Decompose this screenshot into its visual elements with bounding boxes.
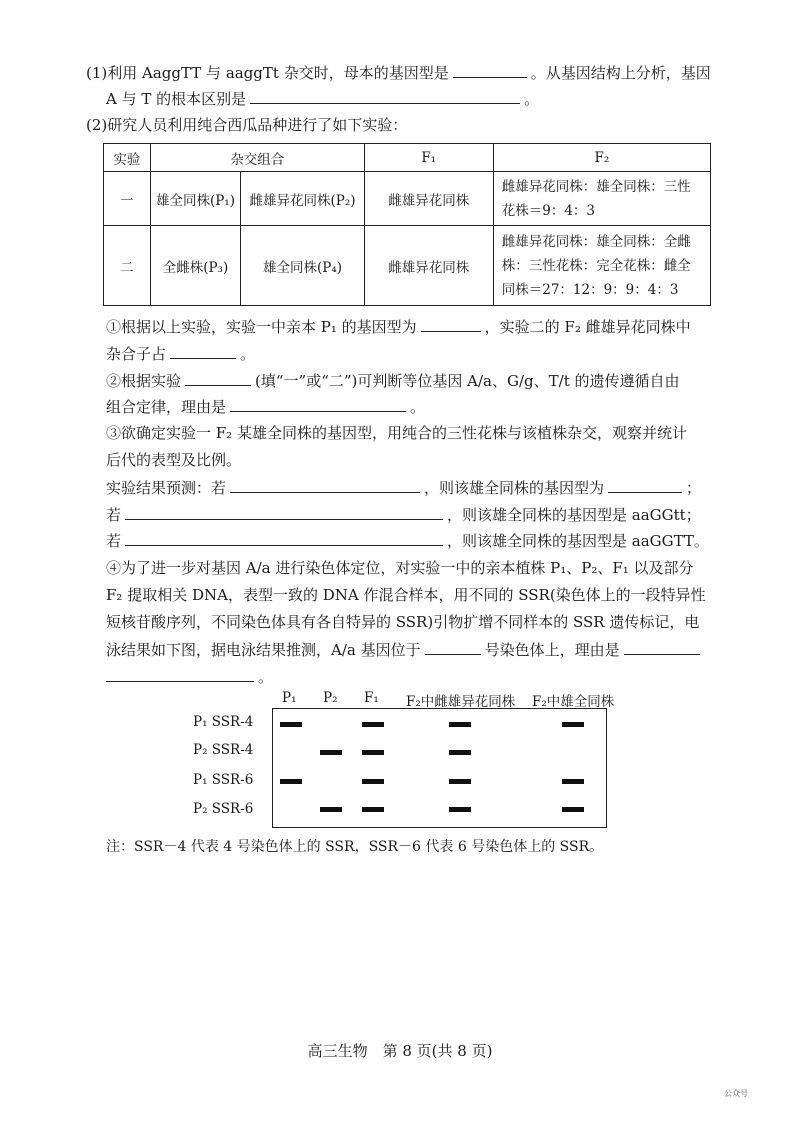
answer-blank[interactable] <box>608 477 682 493</box>
answer-blank[interactable] <box>125 504 443 520</box>
pred3-text-a: 若 <box>106 532 122 550</box>
q1-text-d: 。 <box>524 90 540 108</box>
table-row <box>104 226 711 306</box>
cell-exp: 二 <box>104 226 151 306</box>
pred2-text-b: ，则该雄全同株的基因型是 aaGGtt； <box>447 506 701 524</box>
gel-band <box>449 722 471 727</box>
gel-row-label: P₂ SSR-4 <box>193 742 254 758</box>
s4-text-a: 泳结果如下图，据电泳结果推测，A/a 基因位于 <box>106 641 421 659</box>
s1-text-a: ①根据以上实验，实验一中亲本 P₁ 的基因型为 <box>106 318 417 336</box>
s1-line2 <box>106 343 255 364</box>
s2-text-b: (填“一”或“二”)可判断等位基因 A/a、G/g、T/t 的遗传遵循自由 <box>255 372 680 390</box>
gel-band <box>280 779 302 784</box>
gel-band <box>449 750 471 755</box>
s4-line2: F₂ 提取相关 DNA，表型一致的 DNA 作混合样本，用不同的 SSR(染色体上的一段特异性 <box>106 586 706 604</box>
gel-band <box>362 807 384 812</box>
answer-blank[interactable] <box>230 396 406 412</box>
answer-blank[interactable] <box>230 477 420 493</box>
gel-band <box>562 779 584 784</box>
gel-col-label: P₁ <box>282 690 297 706</box>
gel-col-label: P₂ <box>323 690 338 706</box>
s2-line2 <box>106 396 425 417</box>
gel-band <box>362 779 384 784</box>
gel-band <box>280 722 302 727</box>
s3-line1: ③欲确定实验一 F₂ 某雄全同株的基因型，用纯合的三性花株与该植株杂交，观察并统计 <box>106 424 687 442</box>
pred1-text-c: ； <box>686 479 702 497</box>
gel-band <box>449 807 471 812</box>
q1-text-c: A 与 T 的根本区别是 <box>106 90 247 108</box>
gel-band <box>562 722 584 727</box>
gel-col-label: F₁ <box>364 690 379 706</box>
s1-text-c: 杂合子占 <box>106 345 167 363</box>
electrophoresis-gel <box>272 708 607 828</box>
s4-text-b: 号染色体上，理由是 <box>484 641 620 659</box>
s4-line4 <box>106 639 704 660</box>
table-header-row <box>104 144 711 172</box>
prediction-2 <box>106 504 701 525</box>
prediction-3 <box>106 530 709 551</box>
s2-line1 <box>106 370 680 391</box>
prediction-1 <box>106 477 701 498</box>
s1-text-b: ，实验二的 F₂ 雌雄异花同株中 <box>484 318 691 336</box>
s2-text-a: ②根据实验 <box>106 372 182 390</box>
cell-f2: 雌雄异花同株：雄全同株：全雌株：三性花株：完全花株：雌全同株＝27：12：9：9：4：3 <box>493 226 710 306</box>
cell-parent-a: 雄全同株(P₁) <box>150 172 240 226</box>
gel-band <box>320 807 342 812</box>
gel-col-label: F₂中雌雄异花同株 <box>406 694 516 710</box>
gel-band <box>449 779 471 784</box>
q2-intro: (2)研究人员利用纯合西瓜品种进行了如下实验： <box>86 116 408 134</box>
experiment-table <box>103 143 711 306</box>
gel-band <box>320 750 342 755</box>
watermark: 公众号 <box>724 1089 748 1098</box>
gel-note: 注：SSR－4 代表 4 号染色体上的 SSR，SSR－6 代表 6 号染色体上的 SSR。 <box>106 839 604 855</box>
answer-blank[interactable] <box>170 343 236 359</box>
answer-blank[interactable] <box>624 639 700 655</box>
cell-parent-b: 雌雄异花同株(P₂) <box>241 172 365 226</box>
header-f2: F₂ <box>493 144 710 172</box>
s2-text-d: 。 <box>410 398 426 416</box>
pred1-text-a: 实验结果预测：若 <box>106 479 227 497</box>
cell-f1: 雌雄异花同株 <box>364 172 493 226</box>
s4-text-end: 。 <box>258 668 274 686</box>
s4-line5 <box>106 666 273 687</box>
q1-text-b: 。从基因结构上分析，基因 <box>530 64 711 82</box>
answer-blank[interactable] <box>106 666 254 682</box>
pred3-text-b: ，则该雄全同株的基因型是 aaGGTT。 <box>447 532 709 550</box>
gel-row-label: P₁ SSR-6 <box>193 772 254 788</box>
s2-text-c: 组合定律，理由是 <box>106 398 227 416</box>
gel-band <box>562 807 584 812</box>
table-row <box>104 172 711 226</box>
answer-blank[interactable] <box>421 316 481 332</box>
gel-row-label: P₂ SSR-6 <box>193 801 254 817</box>
cell-parent-b: 雄全同株(P₄) <box>241 226 365 306</box>
cell-f2: 雌雄异花同株：雄全同株：三性花株＝9：4：3 <box>493 172 710 226</box>
answer-blank[interactable] <box>453 62 527 78</box>
q1-line1 <box>86 62 711 83</box>
q1-line2 <box>106 88 539 109</box>
cell-exp: 一 <box>104 172 151 226</box>
s3-line2: 后代的表型及比例。 <box>106 451 242 469</box>
gel-col-label: F₂中雄全同株 <box>532 694 615 710</box>
header-cross: 杂交组合 <box>150 144 364 172</box>
gel-row-label: P₁ SSR-4 <box>193 714 254 730</box>
q1-text-a: (1)利用 AaggTT 与 aaggTt 杂交时，母本的基因型是 <box>86 64 449 82</box>
page-footer: 高三生物 第 8 页(共 8 页) <box>307 1042 493 1060</box>
pred2-text-a: 若 <box>106 506 122 524</box>
answer-blank[interactable] <box>250 88 520 104</box>
cell-f1: 雌雄异花同株 <box>364 226 493 306</box>
pred1-text-b: ，则该雄全同株的基因型为 <box>424 479 605 497</box>
s4-line1: ④为了进一步对基因 A/a 进行染色体定位，对实验一中的亲本植株 P₁、P₂、F₁ 以及部分 <box>106 559 694 577</box>
s4-line3: 短核苷酸序列，不同染色体具有各自特异的 SSR)引物扩增不同样本的 SSR 遗传标记，电 <box>106 613 700 631</box>
header-exp: 实验 <box>104 144 151 172</box>
answer-blank[interactable] <box>425 639 481 655</box>
header-f1: F₁ <box>364 144 493 172</box>
answer-blank[interactable] <box>125 530 443 546</box>
gel-band <box>362 750 384 755</box>
answer-blank[interactable] <box>185 370 251 386</box>
gel-band <box>362 722 384 727</box>
s1-text-d: 。 <box>240 345 256 363</box>
cell-parent-a: 全雌株(P₃) <box>150 226 240 306</box>
s1-line1 <box>106 316 691 337</box>
